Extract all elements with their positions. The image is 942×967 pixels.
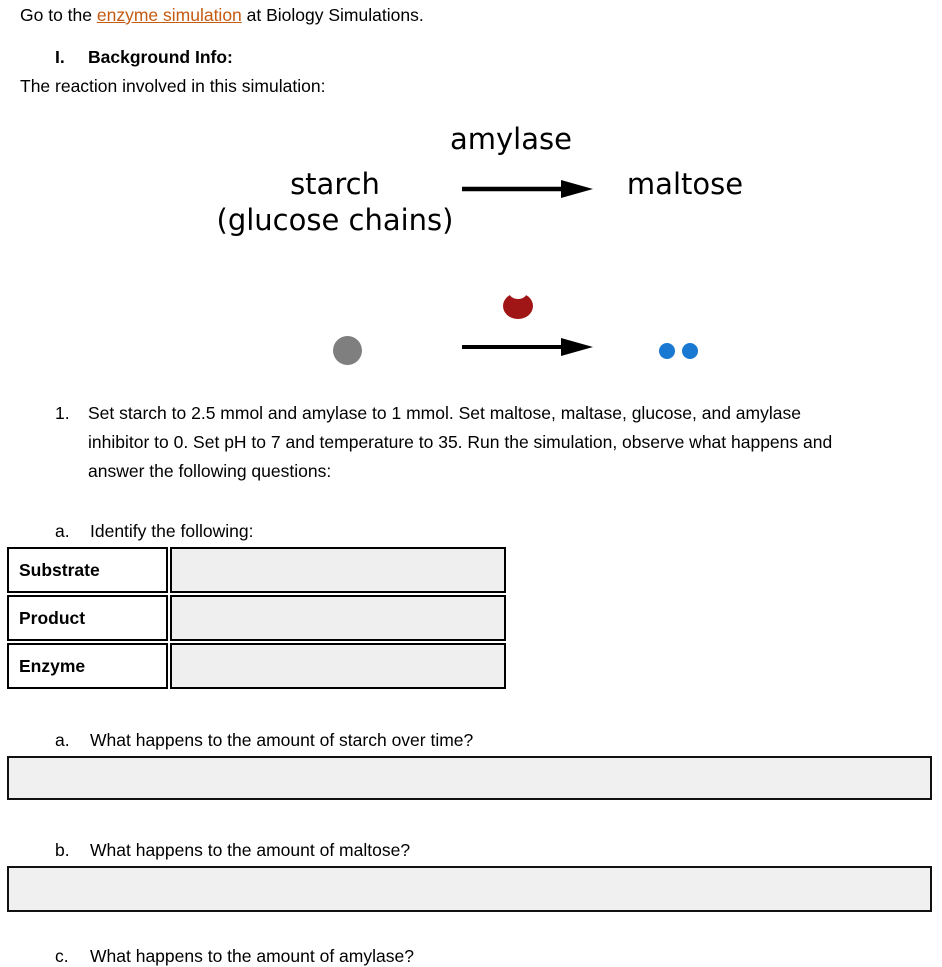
reaction-arrow-icon	[460, 177, 595, 201]
intro-suffix: at Biology Simulations.	[241, 5, 424, 25]
table-row-value-enzyme[interactable]	[170, 643, 506, 689]
answer-box-starch[interactable]	[7, 756, 932, 800]
intro-line	[20, 5, 424, 26]
reaction-intro-text: The reaction involved in this simulation:	[20, 76, 326, 96]
question-1-number: 1.	[55, 403, 70, 423]
product-particle-icon	[659, 343, 675, 359]
table-row-value-substrate[interactable]	[170, 547, 506, 593]
sub-question-b-number: b.	[55, 840, 70, 860]
question-1-line: answer the following questions:	[88, 461, 332, 481]
substrate-particle-icon	[333, 336, 362, 365]
identify-number: a.	[55, 521, 70, 541]
intro-prefix: Go to the	[20, 5, 97, 25]
identify-text: Identify the following:	[90, 521, 254, 541]
answer-box-maltose[interactable]	[7, 866, 932, 912]
substrate-sublabel: (glucose chains)	[216, 203, 454, 237]
table-row-value-product[interactable]	[170, 595, 506, 641]
question-1-text	[88, 399, 832, 486]
enzyme-label: amylase	[450, 122, 572, 156]
particle-arrow-icon	[460, 335, 595, 359]
sub-question-a-text: What happens to the amount of starch over time?	[90, 730, 474, 750]
enzyme-particle-icon	[503, 292, 533, 319]
table-row-label-substrate: Substrate	[7, 547, 168, 593]
enzyme-simulation-link[interactable]: enzyme simulation	[96, 5, 242, 25]
table-row-label-enzyme: Enzyme	[7, 643, 168, 689]
table-row-label-product: Product	[7, 595, 168, 641]
sub-question-c-number: c.	[55, 946, 69, 966]
product-label: maltose	[626, 167, 744, 201]
question-1-line: inhibitor to 0. Set pH to 7 and temperature to 35. Run the simulation, observe what happens and	[88, 432, 833, 452]
section-heading-number: I.	[55, 47, 65, 67]
sub-question-c-text: What happens to the amount of amylase?	[90, 946, 414, 966]
product-particle-icon	[682, 343, 698, 359]
sub-question-b-text: What happens to the amount of maltose?	[90, 840, 411, 860]
sub-question-a-number: a.	[55, 730, 70, 750]
substrate-label: starch	[290, 167, 380, 201]
section-heading-title: Background Info:	[88, 47, 233, 67]
question-1-line: Set starch to 2.5 mmol and amylase to 1 mmol. Set maltose, maltase, glucose, and amylase	[88, 403, 801, 423]
identify-table	[7, 547, 506, 689]
